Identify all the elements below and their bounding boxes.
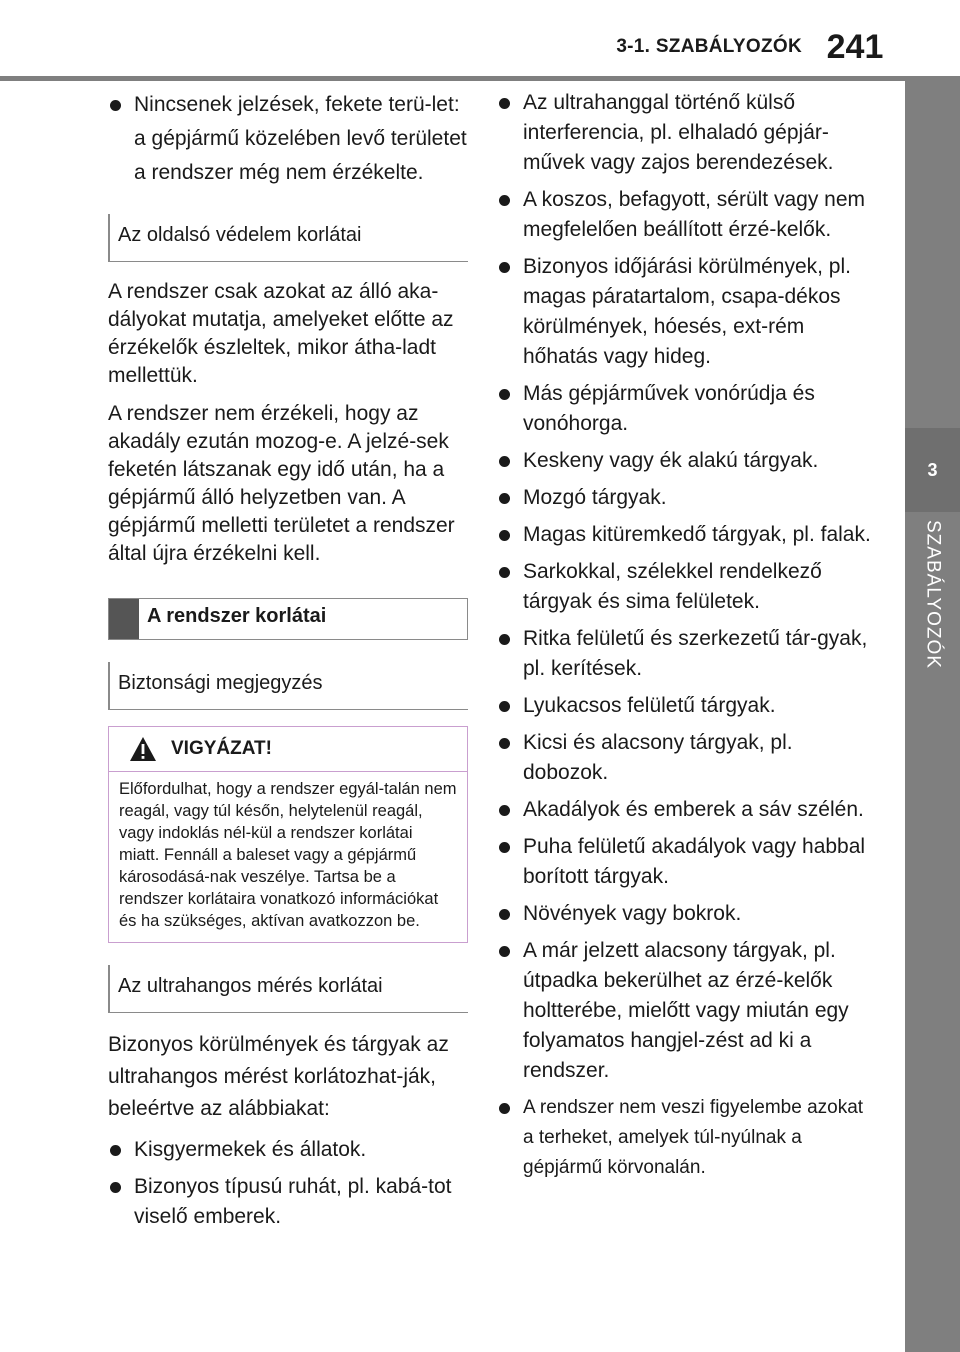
list-item: [497, 624, 877, 684]
list-item: [497, 728, 877, 788]
bullet-dot-icon: [499, 195, 510, 206]
warning-triangle-icon: [129, 736, 157, 762]
right-column: [497, 88, 877, 1190]
list-item: [108, 1172, 468, 1232]
bullet-dot-icon: [499, 842, 510, 853]
list-item-text: A már jelzett alacsony tárgyak, pl. útpadka bekerülhet az érzé-kelők holtterébe, mielőtt vagy miután egy folyamatos hangjel-zést ad ki a rendszer.: [523, 939, 849, 1082]
list-item-text: Lyukacsos felületű tárgyak.: [523, 694, 776, 717]
paragraph: Bizonyos körülmények és tárgyak az ultrahangos mérést korlátozhat-ják, beleértve az alábbiakat:: [108, 1033, 449, 1120]
header-rule: [0, 76, 960, 81]
bullet-dot-icon: [499, 389, 510, 400]
bullet-dot-icon: [499, 946, 510, 957]
list-item: [497, 557, 877, 617]
list-item-text: Bizonyos időjárási körülmények, pl. magas páratartalom, csapa-dékos körülmények, hóesés, ext-rém hőhatás vagy hideg.: [523, 255, 851, 368]
section-heading: [108, 598, 468, 640]
bullet-dot-icon: [499, 805, 510, 816]
list-item-text: Más gépjárművek vonórúdja és vonóhorga.: [523, 382, 815, 435]
list-item: [497, 832, 877, 892]
list-item-text: Sarkokkal, szélekkel rendelkező tárgyak és sima felületek.: [523, 560, 822, 613]
bullet-dot-icon: [499, 567, 510, 578]
paragraph: A rendszer csak azokat az álló aka-dályokat mutatja, amelyeket előtte az érzékelők észleltek, mikor átha-ladt mellettük.: [108, 280, 454, 387]
list-item: [497, 520, 877, 550]
bullet-dot-icon: [499, 493, 510, 504]
list-item: [497, 795, 877, 825]
chapter-label: SZABÁLYOZÓK: [922, 520, 944, 669]
list-item-text: Bizonyos típusú ruhát, pl. kabá-tot viselő emberek.: [134, 1175, 452, 1228]
bullet-dot-icon: [499, 456, 510, 467]
warning-box: [108, 726, 468, 943]
chapter-tab: [905, 428, 960, 512]
list-item-text: Magas kitüremkedő tárgyak, pl. falak.: [523, 523, 871, 546]
bullet-dot-icon: [499, 262, 510, 273]
list-item: [497, 88, 877, 178]
list-item-text: Akadályok és emberek a sáv szélén.: [523, 798, 864, 821]
list-item: [108, 88, 468, 190]
bullet-dot-icon: [110, 1145, 121, 1156]
left-column: [108, 88, 468, 1239]
list-item: [497, 252, 877, 372]
bullet-dot-icon: [499, 1103, 510, 1114]
chapter-number: 3: [927, 459, 938, 480]
subheading-side-protection: Az oldalsó védelem korlátai: [108, 214, 468, 262]
list-item-text: Növények vagy bokrok.: [523, 902, 742, 925]
list-item-text: Puha felületű akadályok vagy habbal borított tárgyak.: [523, 835, 866, 888]
list-item: [108, 1135, 468, 1165]
list-item-text: Nincsenek jelzések, fekete terü-let: a gépjármű közelében levő területet a rendszer még nem érzékelte.: [134, 93, 467, 184]
subheading-ultrasonic: Az ultrahangos mérés korlátai: [108, 965, 468, 1013]
list-item: [497, 1093, 877, 1183]
side-bar-top: [905, 81, 960, 428]
chapter-label-container: [905, 520, 960, 680]
list-item-text: A koszos, befagyott, sérült vagy nem megfelelően beállított érzé-kelők.: [523, 188, 866, 241]
bullet-dot-icon: [499, 701, 510, 712]
bullet-dot-icon: [499, 530, 510, 541]
list-item: [497, 483, 877, 513]
section-heading-marker: [109, 599, 139, 639]
warning-body: Előfordulhat, hogy a rendszer egyál-talán nem reagál, vagy túl későn, helytelenül reagál, vagy indoklás nél-kül a rendszer korlátai miatt. Fennáll a baleset vagy a gépjármű károsodásá-nak veszélye. Tartsa be a rendszer korlátaira vonatkozó információkat és ha szükséges, aktívan avatkozzon be.: [119, 780, 457, 930]
bullet-dot-icon: [499, 738, 510, 749]
list-item-text: A rendszer nem veszi figyelembe azokat a terheket, amelyek túl-nyúlnak a gépjármű körvonalán.: [523, 1097, 864, 1178]
list-item: [497, 379, 877, 439]
list-item: [497, 691, 877, 721]
bullet-dot-icon: [499, 634, 510, 645]
warning-title: VIGYÁZAT!: [171, 738, 272, 759]
list-item: [497, 446, 877, 476]
section-heading-text: A rendszer korlátai: [147, 605, 327, 627]
bullet-dot-icon: [110, 100, 121, 111]
paragraph: A rendszer nem érzékeli, hogy az akadály ezután mozog-e. A jelzé-sek feketén látszanak egy idő után, ha a gépjármű álló helyzetben van. A gépjármű melletti területet a rendszer által újra érzékelni kell.: [108, 402, 455, 565]
list-item-text: Ritka felületű és szerkezetű tár-gyak, pl. kerítések.: [523, 627, 868, 680]
list-item: [497, 936, 877, 1086]
warning-header: [109, 727, 467, 772]
list-item: [497, 899, 877, 929]
list-item-text: Kicsi és alacsony tárgyak, pl. dobozok.: [523, 731, 793, 784]
bullet-dot-icon: [110, 1182, 121, 1193]
page-number: 241: [826, 28, 884, 66]
list-item-text: Mozgó tárgyak.: [523, 486, 667, 509]
list-item-text: Kisgyermekek és állatok.: [134, 1138, 367, 1161]
list-item-text: Az ultrahanggal történő külső interferencia, pl. elhaladó gépjár-művek vagy zajos berendezések.: [523, 91, 834, 174]
list-item-text: Keskeny vagy ék alakú tárgyak.: [523, 449, 819, 472]
running-header-title: 3-1. SZABÁLYOZÓK: [616, 36, 802, 57]
bullet-dot-icon: [499, 98, 510, 109]
bullet-dot-icon: [499, 909, 510, 920]
subheading-safety: Biztonsági megjegyzés: [108, 662, 468, 710]
list-item: [497, 185, 877, 245]
